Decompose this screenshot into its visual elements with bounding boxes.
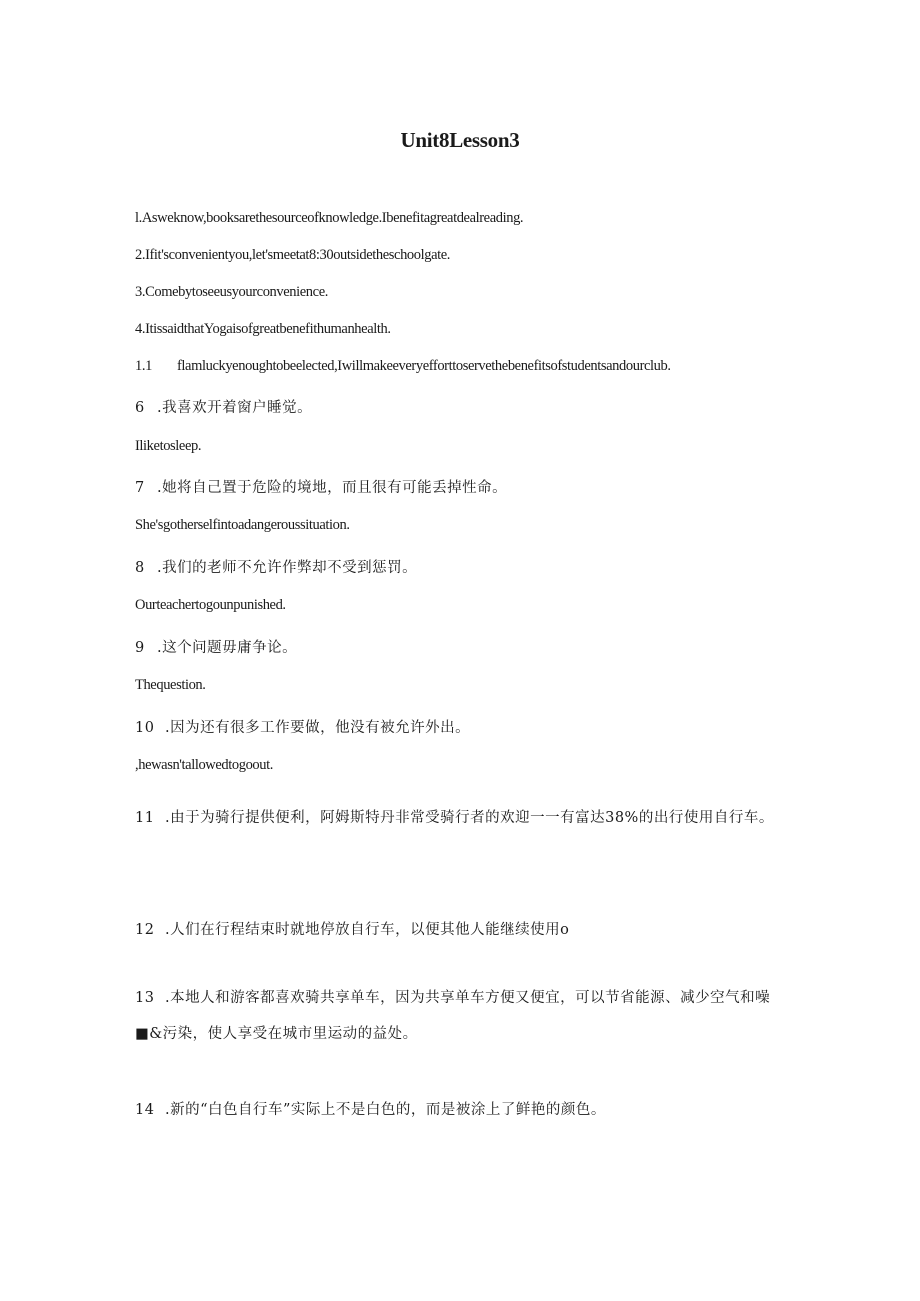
translation-prompt-9 [135,636,297,657]
translation-answer-9: Thequestion. [135,677,206,693]
item-number: 7 [135,480,145,496]
page-title: Unit8Lesson3 [400,128,520,152]
translation-prompt-7 [135,476,507,497]
translation-prompt-8 [135,556,417,577]
prompt-text: .由于为骑行提供便利，阿姆斯特丹非常受骑行者的欢迎一一有富达38%的出行使用自行车。 [165,810,774,826]
translation-answer-8: Ourteachertogounpunished. [135,597,286,613]
sentence-1: l.Asweknow,booksarethesourceofknowledge.Ibenefitagreatdealreading. [135,210,524,226]
prompt-text: .这个问题毋庸争论。 [157,640,298,656]
item-number: 6 [135,400,145,416]
translation-prompt-10 [135,716,470,737]
prompt-text: .我喜欢开着窗户睡觉。 [157,400,313,416]
translation-prompt-11 [135,800,775,836]
sentence-text: flamluckyenoughtobeelected,Iwillmakeeveryefforttoservethebenefitsofstudentsandourclub. [177,358,671,374]
prompt-text: .她将自己置于危险的境地，而且很有可能丢掉性命。 [157,480,508,496]
sentence-4: 4.ItissaidthatYogaisofgreatbenefithumanhealth. [135,321,391,337]
translation-answer-7: She'sgotherselfintoadangeroussituation. [135,517,350,533]
prompt-text: .新的“白色自行车”实际上不是白色的，而是被涂上了鲜艳的颜色。 [165,1102,606,1118]
item-number: 12 [135,922,155,938]
translation-answer-6: Iliketosleep. [135,438,202,454]
translation-prompt-13 [135,980,775,1052]
item-number: 13 [135,990,155,1006]
prompt-text: .我们的老师不允许作弊却不受到惩罚。 [157,560,418,576]
prompt-text: .本地人和游客都喜欢骑共享单车，因为共享单车方便又便宜，可以节省能源、减少空气和噪■&污染，使人享受在城市里运动的益处。 [135,990,771,1042]
translation-answer-10: ,hewasn'tallowedtogoout. [135,757,273,773]
sentence-2: 2.Ifit'sconvenientyou,let'smeetat8:30outsidetheschoolgate. [135,247,451,263]
translation-prompt-12 [135,912,775,948]
translation-prompt-14 [135,1092,775,1128]
item-number: 1.1 [135,358,152,374]
sentence-5 [135,358,671,375]
translation-prompt-6 [135,396,312,417]
item-number: 11 [135,810,155,826]
prompt-text: .因为还有很多工作要做，他没有被允许外出。 [165,720,471,736]
prompt-text: .人们在行程结束时就地停放自行车，以便其他人能继续使用o [165,922,570,938]
item-number: 9 [135,640,145,656]
sentence-3: 3.Comebytoseeusyourconvenience. [135,284,328,300]
item-number: 10 [135,720,155,736]
item-number: 14 [135,1102,155,1118]
item-number: 8 [135,560,145,576]
